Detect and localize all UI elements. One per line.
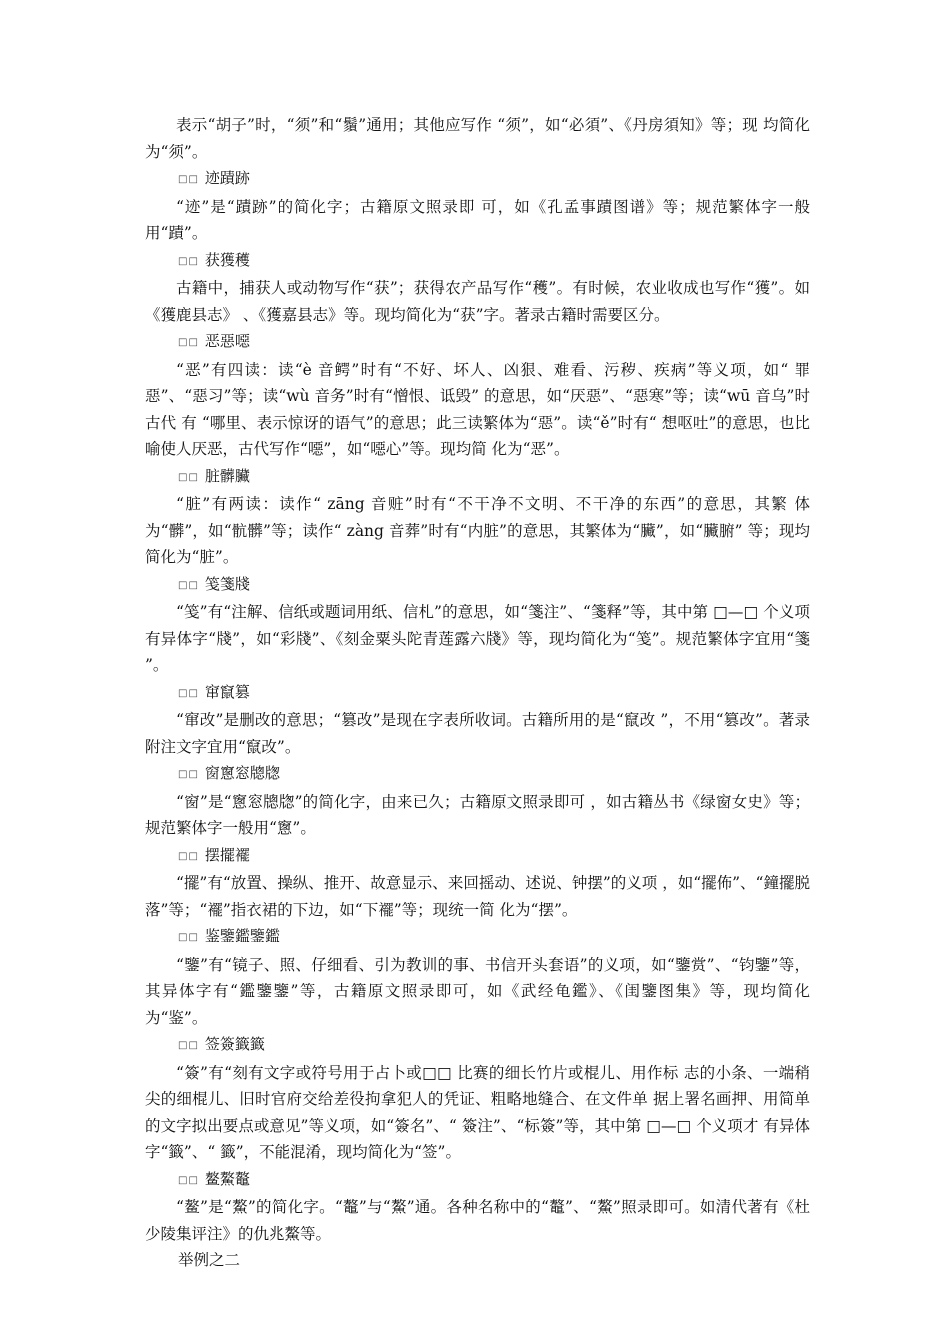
entry-body: “窗”是“窻窓牕牎”的简化字，由来已久；古籍原文照录即可 ，如古籍丛书《绿窗女史》等；规范繁体字一般用“窻”。 xyxy=(145,792,810,837)
entry xyxy=(145,679,810,761)
entry-heading xyxy=(145,165,810,194)
entry-body: “笺”有“注解、信纸或题词用纸、信札”的意思，如“箋注”、“箋释”等，其中第 □—□ 个义项有异体字“牋”，如“彩牋”、《刻金粟头陀青莲露六牋》等，现均简化为“笺”。规范繁体字宜用“箋 ”。 xyxy=(145,603,810,674)
entry-body: “窜改”是删改的意思；“篡改”是现在字表所收词。古籍所用的是“竄改 ”，不用“篡改”。著录附注文字宜用“竄改”。 xyxy=(145,711,810,756)
entry xyxy=(145,328,810,463)
entry xyxy=(145,1031,810,1166)
entry-body: “恶”有四读：读“è 音鳄”时有“不好、坏人、凶狠、难看、污秽、疾病”等义项，如“ 罪惡”、“惡习”等；读“wù 音务”时有“憎恨、诋毁” 的意思，如“厌惡”、“惡寒”等；读“wū 音乌”时古代 有 “哪里、表示惊讶的语气”的意思；此三读繁体为“惡”。读“ě”时有“ 想呕吐”的意思，也比喻使人厌恶，古代写作“噁”，如“噁心”等。现均简 化为“恶”。 xyxy=(145,360,810,458)
entry-body: 古籍中，捕获人或动物写作“获”；获得农产品写作“穫”。有时候，农业收成也写作“獲”。如《獲鹿县志》 、《獲嘉县志》等。现均简化为“获”字。著录古籍时需要区分。 xyxy=(145,279,810,324)
entry-heading-text: 获獲穫 xyxy=(204,250,250,269)
entry xyxy=(145,842,810,924)
entry-heading xyxy=(145,571,810,600)
entry-heading xyxy=(145,463,810,492)
entry-number: □□ xyxy=(178,850,199,862)
entry-heading-text: 签簽籤籤 xyxy=(204,1035,265,1053)
entry-body: “簽”有“刻有文字或符号用于占卜或□□ 比赛的细长竹片或棍儿、用作标 志的小条、一端稍尖的细棍儿、旧时官府交给差役拘拿犯人的凭证、粗略地缝合、在文件单 据上署名画押、用简单的文字拟出要点或意见”等义项，如“簽名”、“ 簽注”、“标簽”等，其中第 □—□ 个义项才 有异体字“籤”、“ 籤”，不能混淆，现均简化为“签”。 xyxy=(145,1063,810,1161)
entry-number: □□ xyxy=(178,1174,199,1186)
entry-heading-text: 窜竄篡 xyxy=(204,682,250,701)
entry-number: □□ xyxy=(178,769,199,780)
entry-heading-text: 恶惡噁 xyxy=(204,332,250,350)
entry-number: □□ xyxy=(178,255,199,267)
entry xyxy=(145,760,810,842)
intro-paragraph: 表示“胡子”时，“须”和“鬚”通用；其他应写作 “须”，如“必須”、《丹房須知》等；现 均简化为“须”。 xyxy=(145,116,810,161)
entry xyxy=(145,247,810,329)
entry-heading xyxy=(145,1031,810,1060)
closing-line: 举例之二 xyxy=(178,1251,241,1269)
entry-number: □□ xyxy=(178,337,199,348)
entry-heading xyxy=(145,760,810,789)
entry-heading-text: 摆擺襬 xyxy=(204,845,250,864)
entry-body: “鳌”是“鰲”的简化字。“鼇”与“鰲”通。各种名称中的“鼇”、“鰲”照录即可。如清代著有《杜少陵集评注》的仇兆鰲等。 xyxy=(145,1198,810,1243)
entry-heading xyxy=(145,923,810,952)
document-page xyxy=(145,112,810,1274)
entry xyxy=(145,1166,810,1248)
entry-heading xyxy=(145,1166,810,1195)
entry-heading-text: 笺箋牋 xyxy=(204,574,250,593)
entry-number: □□ xyxy=(178,687,199,699)
entry-number: □□ xyxy=(178,932,199,943)
entry-heading xyxy=(145,328,810,357)
entry-body: “擺”有“放置、操纵、推开、故意显示、来回摇动、述说、钟摆”的义项 ，如“擺佈”、“鐘擺脱落”等；“襬”指衣裙的下边，如“下襬”等；现统一简 化为“摆”。 xyxy=(145,874,810,919)
entry-body: “脏”有两读：读作“ zāng 音赃”时有“不干净不文明、不干净的东西”的意思，其繁 体为“髒”，如“骯髒”等；读作“ zàng 音葬”时有“内脏”的意思，其繁体为“臟”，如“臟腑” 等；现均简化为“脏”。 xyxy=(145,495,810,566)
entry xyxy=(145,165,810,247)
entry-heading xyxy=(145,842,810,871)
entry-heading-text: 鳌鰲鼇 xyxy=(204,1169,250,1188)
entry-number: □□ xyxy=(178,471,199,483)
entry-heading-text: 脏髒臟 xyxy=(204,466,250,485)
entry-number: □□ xyxy=(178,579,199,591)
entry-heading-text: 窗窻窓牕牎 xyxy=(204,764,280,782)
entry-number: □□ xyxy=(178,174,199,185)
entry-body: “鑒”有“镜子、照、仔细看、引为教训的事、书信开头套语”的义项，如“鑒赏”、“钧鑒”等，其异体字有“鑑鑒鑒”等，古籍原文照录即可，如《武经龟鑑》、《闺鑒图集》等，现均简化为“鉴”。 xyxy=(145,955,810,1027)
entry-heading xyxy=(145,679,810,708)
entry-heading-text: 鉴鑒鑑鑒鑑 xyxy=(204,927,280,945)
entry-body: “迹”是“蹟跡”的简化字；古籍原文照录即 可，如《孔孟事蹟图谱》等；规范繁体字一般用“蹟”。 xyxy=(145,197,810,242)
entry-number: □□ xyxy=(178,1040,199,1051)
entry xyxy=(145,571,810,679)
entry xyxy=(145,923,810,1031)
entry-heading-text: 迹蹟跡 xyxy=(204,169,250,187)
entry xyxy=(145,463,810,571)
entry-heading xyxy=(145,247,810,276)
